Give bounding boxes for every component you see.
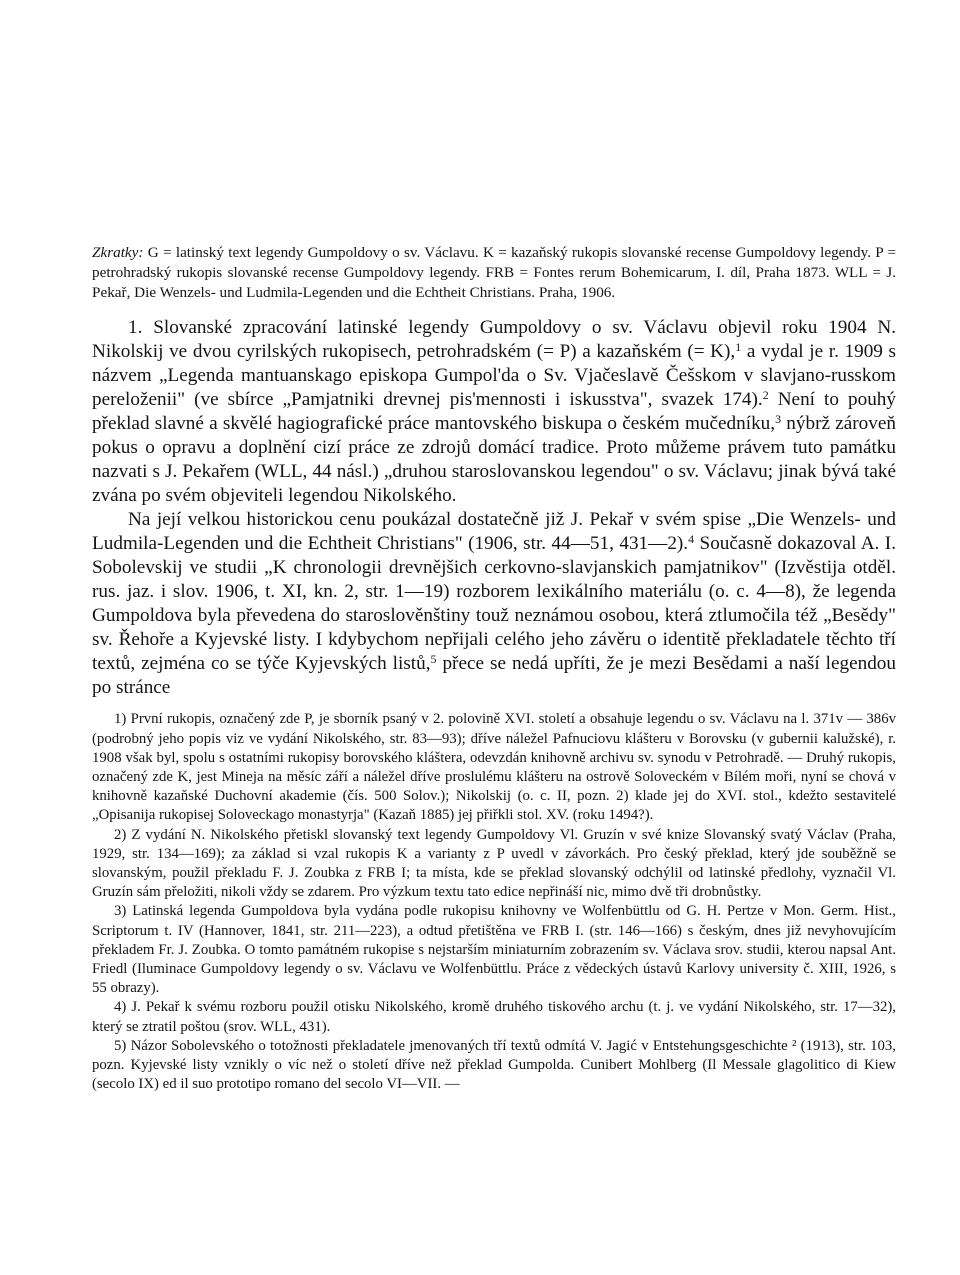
paragraph-1-part-d: nýbrž zároveň pokus o opravu a doplnění cizí práce ze zdrojů domácí tradice. Proto můžeme právem tuto památku nazvati s J. Pekařem (WLL, 44 násl.) „druhou staroslovanskou legendou" o sv. Václavu; jinak bývá také zvána po svém objeviteli legendou Nikolského. xyxy=(92,413,896,507)
footnote-1 xyxy=(92,710,896,825)
paragraph-2 xyxy=(92,508,896,700)
main-text xyxy=(92,316,896,700)
footnote-3-text: Latinská legenda Gumpoldova byla vydána podle rukopisu knihovny ve Wolfenbüttlu od G. H. Pertze v Mon. Germ. Hist., Scriptorum t. IV (Hannover, 1841, str. 211—223), a odtud přetištěna ve FRB I. (str. 146—166) s českým, dnes již nevyhovujícím překladem Fr. J. Zoubka. O tomto památném rukopise s nejstarším miniaturním zobrazením sv. Václava srov. studii, kterou napsal Ant. Friedl (Iluminace Gumpoldovy legendy o sv. Václavu ve Wolfenbüttlu. Práce z vědeckých ústavů Karlovy university č. XIII, 1926, s 55 obrazy). xyxy=(92,903,896,997)
footnote-3 xyxy=(92,902,896,998)
footnote-2 xyxy=(92,826,896,903)
footnote-5 xyxy=(92,1037,896,1095)
footnote-ref-4: 4 xyxy=(688,532,695,547)
paragraph-2-part-a: Na její velkou historickou cenu poukázal dostatečně již J. Pekař v svém spise „Die Wenzels- und Ludmila-Legenden und die Echtheit Christians" (1906, str. 44—51, 431—2). xyxy=(92,509,896,555)
abbreviations-label: Zkratky: xyxy=(92,244,144,261)
paragraph-1-part-b: a vydal je r. 1909 s názvem „Legenda mantuanskago episkopa Gumpol'da o Sv. Vjačeslavě Češskom v slavjano-russkom pereloženii" (ve sbírce „Pamjatniki drevnej pis'mennosti i iskusstva", svazek 174). xyxy=(92,341,896,411)
footnotes xyxy=(92,710,896,1094)
paragraph-1 xyxy=(92,316,896,508)
footnote-separator xyxy=(92,700,896,710)
footnote-ref-1: 1 xyxy=(735,340,742,355)
footnote-1-mark: 1) xyxy=(114,711,127,728)
footnote-4 xyxy=(92,998,896,1036)
footnote-4-mark: 4) xyxy=(114,999,127,1016)
footnote-5-mark: 5) xyxy=(114,1037,127,1054)
footnote-ref-2: 2 xyxy=(762,388,769,403)
footnote-5-text: Názor Sobolevského o totožnosti překladatele jmenovaných tří textů odmítá V. Jagić v Entstehungsgeschichte ² (1913), str. 103, pozn. Kyjevské listy vznikly o víc než o století dříve než překlad Gumpolda. Cunibert Mohlberg (Il Messale glagolitico di Kiew (secolo IX) ed il suo prototipo romano del secolo VI—VII. — xyxy=(92,1037,896,1093)
page xyxy=(92,243,896,1094)
footnote-1-text: První rukopis, označený zde P, je sborník psaný v 2. polovině XVI. století a obsahuje legendu o sv. Václavu na l. 371v — 386v (podrobný jeho popis viz ve vydání Nikolského, str. 83—93); dříve náležel Pafnuciovu klášteru v Borovsku (v gubernii kalužské), r. 1908 však byl, spolu s ostatními rukopisy borovského kláštera, odevzdán knihovně archivu sv. synodu v Petrohradě. — Druhý rukopis, označený zde K, jest Mineja na měsíc září a náležel dříve proslulému klášteru na ostrově Soloveckém v Bílém moři, nyní se chová v knihovně kazaňské Duchovní akademie (čís. 500 Solov.); Nikolskij (o. c. II, pozn. 2) klade jej do XVI. stol., kdežto sestavitelé „Opisanija rukopisej Soloveckago monastyrja" (Kazaň 1885) jej přiřkli stol. XV. (roku 1494?). xyxy=(92,711,896,824)
abbreviations xyxy=(92,243,896,302)
footnote-2-mark: 2) xyxy=(114,826,127,843)
paragraph-2-part-c: přece se nedá upříti, že je mezi Besědami a naší legendou po stránce xyxy=(92,653,896,699)
paragraph-1-part-a: 1. Slovanské zpracování latinské legendy Gumpoldovy o sv. Václavu objevil roku 1904 N. Nikolskij ve dvou cyrilských rukopisech, petrohradském (= P) a kazaňském (= K), xyxy=(92,317,896,363)
paragraph-2-part-b: Současně dokazoval A. I. Sobolevskij ve studii „K chronologii drevnějšich cerkovno-slavjanskich pamjatnikov" (Izvěstija otděl. rus. jaz. i slov. 1906, t. XI, kn. 2, str. 1—19) rozborem lexikálního materiálu (o. c. 4—8), že legenda Gumpoldova byla převedena do staroslověnštiny touž neznámou osobou, která ztlumočila též „Besědy" sv. Řehoře a Kyjevské listy. I kdybychom nepřijali celého jeho závěru o identitě překladatele těchto tří textů, zejména co se týče Kyjevských listů, xyxy=(92,533,896,675)
footnote-3-mark: 3) xyxy=(114,903,127,920)
footnote-ref-3: 3 xyxy=(775,412,782,427)
paragraph-1-part-c: Není to pouhý překlad slavné a skvělé hagiografické práce mantovského biskupa o českém mučedníku, xyxy=(92,389,896,435)
abbreviations-text: G = latinský text legendy Gumpoldovy o sv. Václavu. K = kazaňský rukopis slovanské recense Gumpoldovy legendy. P = petrohradský rukopis slovanské recense Gumpoldovy legendy. FRB = Fontes rerum Bohemicarum, I. díl, Praha 1873. WLL = J. Pekař, Die Wenzels- und Ludmila-Legenden und die Echtheit Christians. Praha, 1906. xyxy=(92,244,897,301)
footnote-ref-5: 5 xyxy=(430,652,437,667)
footnote-4-text: J. Pekař k svému rozboru použil otisku Nikolského, kromě druhého tiskového archu (t. j. ve vydání Nikolského, str. 17—32), který se ztratil poštou (srov. WLL, 431). xyxy=(92,999,896,1035)
footnote-2-text: Z vydání N. Nikolského přetiskl slovanský text legendy Gumpoldovy Vl. Gruzín v své knize Slovanský svatý Václav (Praha, 1929, str. 134—169); za základ si vzal rukopis K a varianty z P uvedl v závorkách. Pro český překlad, který jde souběžně se slovanským, použil překladu F. J. Zoubka z FRB I; ta místa, kde se překlad slovanský odchýlil od latinské předlohy, vyznačil Vl. Gruzín sám přeložiti, nikoli vždy se zdarem. Pro výzkum textu tato edice nepřináší nic, mimo dvě tři drobnůstky. xyxy=(92,826,896,901)
